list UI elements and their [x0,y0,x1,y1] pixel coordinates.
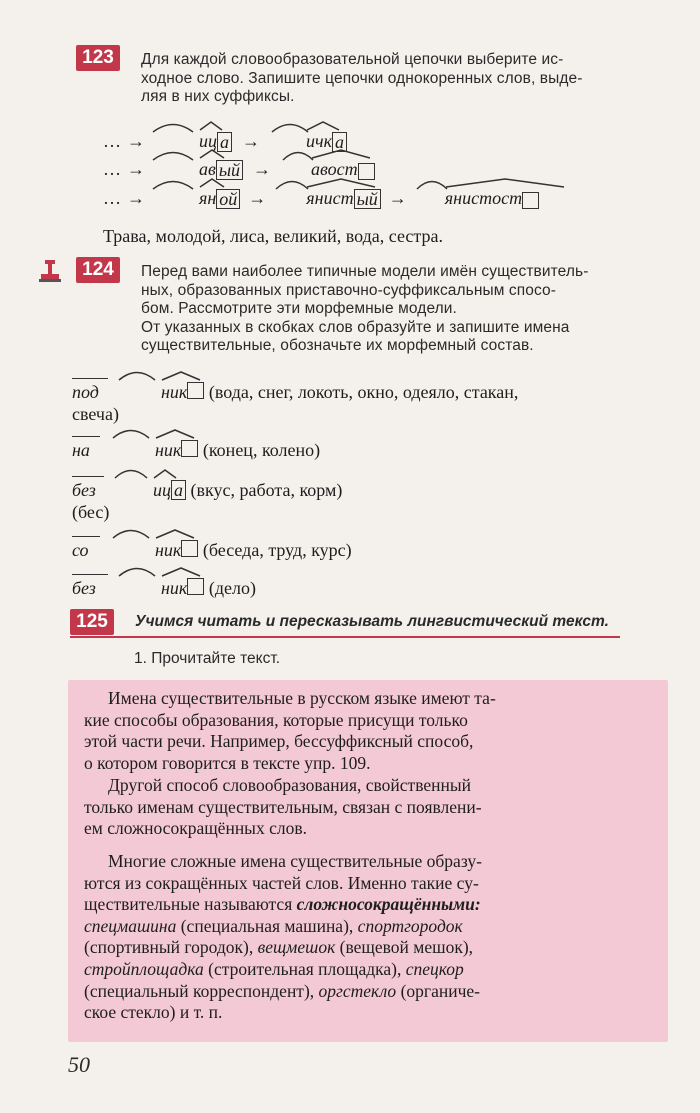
prefix-line [72,574,108,575]
suffix-text: ав [199,159,216,179]
exercise-125-title: Учимся читать и пересказывать лингвистический текст. [135,613,609,630]
root-arc-icon [151,147,195,161]
text-line [84,959,656,981]
hard-task-icon [38,259,62,285]
text-fragment: ществительные называются [84,894,293,915]
term-bold: сложносокращёнными: [296,894,481,915]
ellipsis: … [103,131,121,151]
instruction-line: ляя в них суффиксы. [141,88,295,105]
example-word: стройплощадка [84,958,204,979]
suffix-mark [445,188,522,209]
suffix-mark [306,188,353,209]
suffix-mark [155,439,181,461]
text-line: Многие сложные имена существительные образу- [108,851,482,871]
suffix-cap-icon [306,121,340,131]
exercise-123-instruction [141,51,681,107]
text-line: кие способы образования, которые присущи только [84,709,468,730]
prefix-line [72,536,100,537]
exercise-124-number: 124 [76,257,120,283]
suffix-cap-icon [199,178,225,188]
ending-box: а [217,132,232,152]
suffix-mark [199,188,216,209]
empty-ending-box [187,382,204,399]
title-underline [70,636,620,638]
ending-box: ый [216,160,243,180]
suffix-mark [161,381,187,403]
prefix-mark [72,381,112,403]
chain-row-3 [103,183,539,209]
source-words: (дело) [208,578,256,598]
instruction-line: существительные, обозначьте их морфемный состав. [141,337,534,354]
root-arc [151,189,195,209]
prefix-mark [72,439,106,461]
ending-box: а [332,132,347,152]
root-arc-icon [117,367,157,381]
empty-ending-box [181,540,198,557]
suffix-cap-icon [153,469,177,479]
example-decoding: (спортивный городок), [84,937,254,958]
ellipsis: … [103,159,121,179]
chain-row-2 [103,154,375,180]
suffix-cap-icon [311,149,371,159]
root-arc-icon [151,176,195,190]
root-arc-icon [111,425,151,439]
suffix-mark [161,577,187,599]
prefix-line [72,436,100,437]
arrow-icon: → [127,188,145,208]
suffix-mark [155,539,181,561]
suffix-cap-icon [161,371,201,381]
prefix-text: без [72,480,96,500]
root-arc [111,438,151,456]
suffix-text: ник [161,382,188,402]
empty-ending-box [181,440,198,457]
prefix-text: под [72,382,99,402]
model-row-2 [72,438,320,461]
suffix-text: янист [306,188,354,208]
model-row-4 [72,538,352,561]
ending-box: ой [216,189,240,209]
prefix-line [72,378,108,379]
suffix-cap-icon [445,178,565,188]
suffix-text: ичк [306,131,333,151]
arrow-icon: → [388,188,407,208]
empty-ending-box [187,578,204,595]
suffix-text: ян [199,188,217,208]
example-word: спортгородок [357,915,463,936]
root-arc [117,380,157,398]
example-decoding: (строительная площадка), [208,958,402,979]
text-line: Другой способ словообразования, свойственный [108,775,471,795]
arrow-icon: → [253,159,272,179]
source-words-continued: свеча) [72,404,119,424]
suffix-cap-icon [199,121,223,131]
instruction-line: ходное слово. Запишите цепочки однокоренных слов, выде- [141,69,583,87]
prefix-text: со [72,540,89,560]
source-words: Трава, молодой, лиса, великий, вода, сестра. [103,226,443,246]
text-line: о котором говорится в тексте упр. 109. [84,752,371,773]
exercise-124-instruction [141,263,681,356]
suffix-text: ник [155,540,182,560]
instruction-line: ных, образованных приставочно-суффиксальным спосо- [141,281,556,299]
suffix-text: иц [153,480,171,500]
exercise-125-number: 125 [70,609,114,635]
arrow-icon: → [248,188,267,208]
text-line: только именам существительным, связан с появлени- [84,796,482,817]
text-line: ются из сокращённых частей слов. Именно такие су- [84,872,479,893]
prefix-text: на [72,440,90,460]
text-line [84,937,656,959]
prefix-mark [72,479,108,501]
suffix-text: янистост [444,188,523,208]
model-row-5 [72,576,256,599]
suffix-mark [199,159,216,180]
model-row-1 [72,380,692,425]
text-line: Имена существительные в русском языке имеют та- [108,688,496,708]
text-line [84,916,656,938]
prefix-variant: (бес) [72,502,110,522]
suffix-cap-icon [161,567,201,577]
text-paragraph-1 [84,688,656,774]
suffix-cap-icon [155,529,195,539]
root-arc-icon [113,465,149,479]
text-line: ское стекло) и т. п. [84,1002,223,1023]
example-word: спецкор [405,958,464,979]
arrow-icon: → [127,131,145,151]
root-arc-icon [281,147,315,161]
suffix-text: иц [199,131,217,151]
example-word: оргстекло [318,980,397,1001]
arrow-icon: → [242,131,260,151]
suffix-cap-icon [306,178,376,188]
suffix-mark [153,479,171,501]
root-arc [113,478,149,496]
example-word: спецмашина [84,915,177,936]
root-arc-icon [111,525,151,539]
instruction-line: От указанных в скобках слов образуйте и запишите имена [141,318,570,336]
root-arc-icon [274,176,310,190]
root-arc-icon [151,119,195,133]
instruction-line: Перед вами наиболее типичные модели имён существитель- [141,263,589,280]
ellipsis: … [103,188,121,208]
example-decoding: (специальный корреспондент), [84,980,315,1001]
text-paragraph-2 [84,775,656,840]
model-row-3 [72,478,342,523]
text-line: ем сложносокращённых слов. [84,818,307,839]
text-line [84,894,656,916]
instruction-line: Для каждой словообразовательной цепочки выберите ис- [141,51,564,68]
page-number: 50 [68,1052,90,1077]
prefix-line [72,476,104,477]
empty-ending-box [522,192,539,209]
source-words: (беседа, труд, курс) [202,540,352,560]
example-decoding: (специальная машина), [180,915,354,936]
example-decoding: (органиче- [400,980,480,1001]
arrow-icon: → [127,159,145,179]
instruction-line: бом. Рассмотрите эти морфемные модели. [141,300,457,317]
prefix-mark [72,577,112,599]
suffix-cap-icon [155,429,195,439]
root-arc [117,576,157,594]
suffix-mark [311,159,358,180]
root-arc [274,189,306,209]
exercise-125-step: 1. Прочитайте текст. [134,650,281,667]
source-words: (конец, колено) [202,440,321,460]
root-arc-icon [415,176,449,190]
example-word: вещмешок [257,937,336,958]
ending-box: а [171,480,186,500]
root-arc [111,538,151,556]
text-line: этой части речи. Например, бессуффиксный способ, [84,731,474,752]
suffix-text: ник [161,578,188,598]
suffix-text: ник [155,440,182,460]
source-words: (вода, снег, локоть, окно, одеяло, стакан, [208,382,519,402]
text-line [84,981,656,1003]
root-arc-icon [270,119,310,133]
suffix-cap-icon [199,149,225,159]
example-decoding: (вещевой мешок), [339,937,474,958]
text-paragraph-3 [84,851,656,1024]
root-arc [415,189,445,209]
exercise-123-number: 123 [76,45,120,71]
root-arc-icon [117,563,157,577]
prefix-mark [72,539,106,561]
linguistic-text-block [68,680,668,1042]
ending-box: ый [354,189,381,209]
source-words: (вкус, работа, корм) [190,480,343,500]
suffix-text: авост [311,159,358,179]
prefix-text: без [72,578,96,598]
